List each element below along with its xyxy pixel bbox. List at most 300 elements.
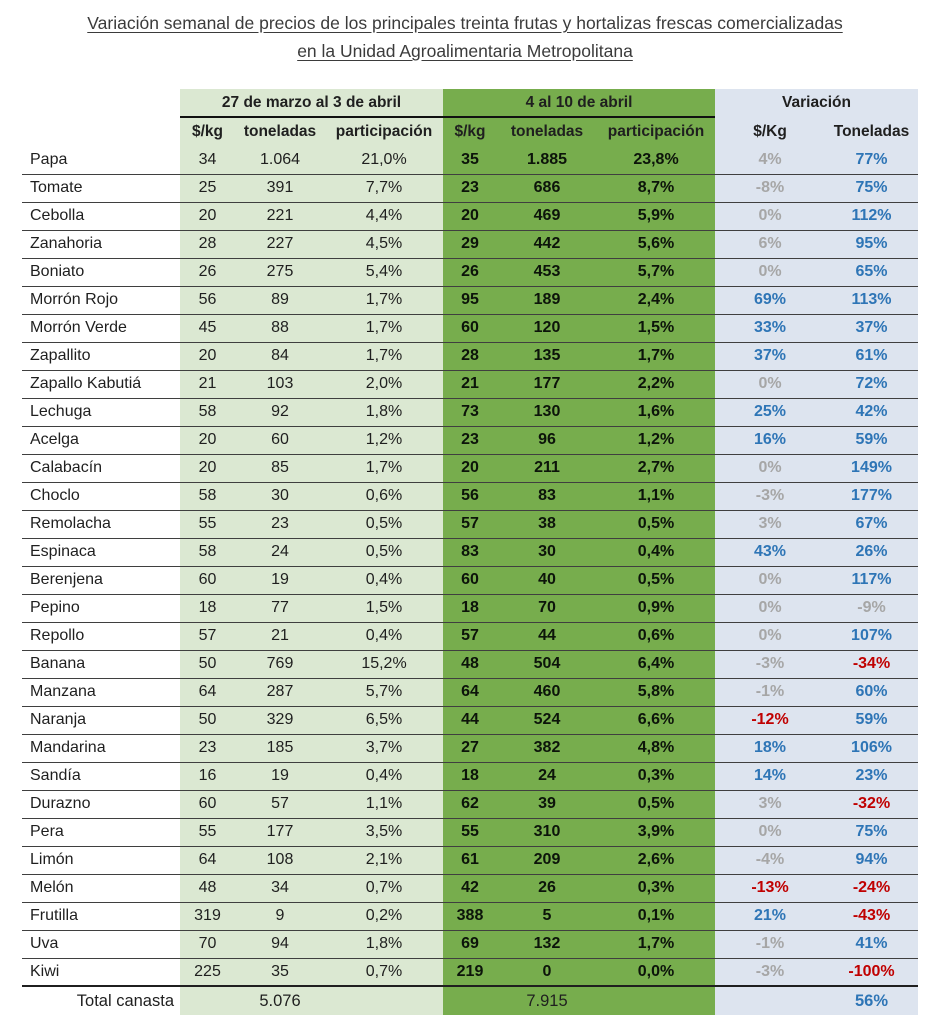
price-variation-table xyxy=(22,89,918,1015)
product-name: Uva xyxy=(22,930,180,958)
p1-price: 58 xyxy=(180,398,235,426)
p2-price: 18 xyxy=(443,594,497,622)
table-row xyxy=(22,706,918,734)
p1-tons: 177 xyxy=(235,818,325,846)
var-price: 33% xyxy=(715,314,825,342)
var-price: 18% xyxy=(715,734,825,762)
total-p2-price-empty xyxy=(443,986,497,1015)
p1-tons: 9 xyxy=(235,902,325,930)
var-tons: 177% xyxy=(825,482,918,510)
p2-price: 28 xyxy=(443,342,497,370)
p1-share: 0,4% xyxy=(325,622,443,650)
product-name: Kiwi xyxy=(22,958,180,986)
var-price: -13% xyxy=(715,874,825,902)
p1-price: 225 xyxy=(180,958,235,986)
p2-share: 0,6% xyxy=(597,622,715,650)
p2-price: 83 xyxy=(443,538,497,566)
p1-tons: 57 xyxy=(235,790,325,818)
p1-price: 26 xyxy=(180,258,235,286)
product-name: Acelga xyxy=(22,426,180,454)
p2-share: 5,6% xyxy=(597,230,715,258)
var-tons: 75% xyxy=(825,174,918,202)
p1-price: 34 xyxy=(180,146,235,174)
p1-price: 55 xyxy=(180,818,235,846)
p2-share: 8,7% xyxy=(597,174,715,202)
table-row xyxy=(22,790,918,818)
var-tons: -9% xyxy=(825,594,918,622)
total-p1-tons: 5.076 xyxy=(235,986,325,1015)
p1-price: 60 xyxy=(180,790,235,818)
var-price: -8% xyxy=(715,174,825,202)
p2-price: 20 xyxy=(443,202,497,230)
var-tons: 41% xyxy=(825,930,918,958)
p1-share: 21,0% xyxy=(325,146,443,174)
total-label: Total canasta xyxy=(22,986,180,1015)
p2-share: 23,8% xyxy=(597,146,715,174)
p1-price: 60 xyxy=(180,566,235,594)
var-price: -3% xyxy=(715,958,825,986)
table-row xyxy=(22,174,918,202)
p2-share: 0,5% xyxy=(597,566,715,594)
p1-share: 5,7% xyxy=(325,678,443,706)
var-tons: -43% xyxy=(825,902,918,930)
p1-price: 25 xyxy=(180,174,235,202)
p1-price: 50 xyxy=(180,706,235,734)
p2-price: 56 xyxy=(443,482,497,510)
var-tons: 23% xyxy=(825,762,918,790)
p2-share: 1,2% xyxy=(597,426,715,454)
product-name: Morrón Verde xyxy=(22,314,180,342)
product-name: Remolacha xyxy=(22,510,180,538)
p2-price: 26 xyxy=(443,258,497,286)
p1-tons: 92 xyxy=(235,398,325,426)
group-header-period2: 4 al 10 de abril xyxy=(443,89,715,117)
p1-tons: 77 xyxy=(235,594,325,622)
p1-tons: 85 xyxy=(235,454,325,482)
table-row xyxy=(22,398,918,426)
p2-price: 35 xyxy=(443,146,497,174)
p1-price: 55 xyxy=(180,510,235,538)
total-var-tons: 56% xyxy=(825,986,918,1015)
group-header-variation: Variación xyxy=(715,89,918,117)
p1-tons: 35 xyxy=(235,958,325,986)
p2-share: 0,4% xyxy=(597,538,715,566)
sub-header-row xyxy=(22,117,918,146)
p2-price: 42 xyxy=(443,874,497,902)
p2-price: 219 xyxy=(443,958,497,986)
var-price: 0% xyxy=(715,202,825,230)
p2-price: 57 xyxy=(443,510,497,538)
product-name: Zapallo Kabutiá xyxy=(22,370,180,398)
p1-share: 7,7% xyxy=(325,174,443,202)
var-tons: 77% xyxy=(825,146,918,174)
p2-share: 5,8% xyxy=(597,678,715,706)
p1-price: 64 xyxy=(180,678,235,706)
var-tons: 113% xyxy=(825,286,918,314)
p1-tons: 108 xyxy=(235,846,325,874)
var-tons: 106% xyxy=(825,734,918,762)
table-row xyxy=(22,482,918,510)
product-name: Mandarina xyxy=(22,734,180,762)
p2-price: 27 xyxy=(443,734,497,762)
p2-share: 0,1% xyxy=(597,902,715,930)
p1-tons: 329 xyxy=(235,706,325,734)
p1-price: 20 xyxy=(180,202,235,230)
p2-share: 6,4% xyxy=(597,650,715,678)
var-tons: 26% xyxy=(825,538,918,566)
p2-price: 23 xyxy=(443,426,497,454)
subheader-p1-tons: toneladas xyxy=(235,117,325,146)
table-row xyxy=(22,678,918,706)
p2-tons: 524 xyxy=(497,706,597,734)
p2-price: 62 xyxy=(443,790,497,818)
p1-share: 1,2% xyxy=(325,426,443,454)
p1-price: 28 xyxy=(180,230,235,258)
page-title-line1: Variación semanal de precios de los principales treinta frutas y hortalizas frescas comercializadas xyxy=(87,13,843,33)
p2-share: 1,5% xyxy=(597,314,715,342)
p2-tons: 189 xyxy=(497,286,597,314)
p2-tons: 469 xyxy=(497,202,597,230)
product-name: Choclo xyxy=(22,482,180,510)
p2-share: 2,6% xyxy=(597,846,715,874)
p1-tons: 103 xyxy=(235,370,325,398)
subheader-p1-share: participación xyxy=(325,117,443,146)
p2-price: 44 xyxy=(443,706,497,734)
p2-tons: 130 xyxy=(497,398,597,426)
var-tons: 112% xyxy=(825,202,918,230)
var-tons: -32% xyxy=(825,790,918,818)
table-row xyxy=(22,314,918,342)
p2-share: 0,0% xyxy=(597,958,715,986)
p1-price: 23 xyxy=(180,734,235,762)
p1-share: 1,7% xyxy=(325,286,443,314)
p1-tons: 221 xyxy=(235,202,325,230)
var-price: 0% xyxy=(715,818,825,846)
var-price: 3% xyxy=(715,510,825,538)
p1-tons: 19 xyxy=(235,762,325,790)
p1-price: 21 xyxy=(180,370,235,398)
var-tons: 59% xyxy=(825,706,918,734)
p2-price: 29 xyxy=(443,230,497,258)
table-row xyxy=(22,342,918,370)
p1-tons: 60 xyxy=(235,426,325,454)
p1-tons: 24 xyxy=(235,538,325,566)
page-title xyxy=(0,9,930,65)
p1-price: 58 xyxy=(180,538,235,566)
p2-tons: 135 xyxy=(497,342,597,370)
var-price: 4% xyxy=(715,146,825,174)
var-tons: 42% xyxy=(825,398,918,426)
var-tons: 37% xyxy=(825,314,918,342)
p1-share: 0,5% xyxy=(325,538,443,566)
table-row xyxy=(22,146,918,174)
table-row xyxy=(22,818,918,846)
var-price: 14% xyxy=(715,762,825,790)
p2-tons: 177 xyxy=(497,370,597,398)
var-price: -1% xyxy=(715,930,825,958)
p1-share: 2,1% xyxy=(325,846,443,874)
var-tons: -34% xyxy=(825,650,918,678)
product-name: Naranja xyxy=(22,706,180,734)
p2-share: 5,7% xyxy=(597,258,715,286)
var-tons: 95% xyxy=(825,230,918,258)
p2-tons: 39 xyxy=(497,790,597,818)
p1-price: 58 xyxy=(180,482,235,510)
p1-share: 1,7% xyxy=(325,454,443,482)
table-row xyxy=(22,930,918,958)
p1-tons: 34 xyxy=(235,874,325,902)
var-tons: -100% xyxy=(825,958,918,986)
product-name: Tomate xyxy=(22,174,180,202)
var-tons: 65% xyxy=(825,258,918,286)
p1-share: 3,5% xyxy=(325,818,443,846)
product-name: Lechuga xyxy=(22,398,180,426)
p1-tons: 19 xyxy=(235,566,325,594)
p1-share: 0,4% xyxy=(325,566,443,594)
var-tons: 117% xyxy=(825,566,918,594)
p2-share: 4,8% xyxy=(597,734,715,762)
p2-tons: 40 xyxy=(497,566,597,594)
table-row xyxy=(22,650,918,678)
table-row xyxy=(22,958,918,986)
p2-share: 0,5% xyxy=(597,790,715,818)
p2-tons: 211 xyxy=(497,454,597,482)
p1-tons: 275 xyxy=(235,258,325,286)
p2-price: 57 xyxy=(443,622,497,650)
p2-share: 3,9% xyxy=(597,818,715,846)
p1-tons: 89 xyxy=(235,286,325,314)
p1-price: 48 xyxy=(180,874,235,902)
p2-price: 23 xyxy=(443,174,497,202)
p1-share: 15,2% xyxy=(325,650,443,678)
corner-cell xyxy=(22,89,180,117)
corner-cell xyxy=(22,117,180,146)
p2-share: 5,9% xyxy=(597,202,715,230)
p2-tons: 382 xyxy=(497,734,597,762)
p1-price: 319 xyxy=(180,902,235,930)
var-price: 69% xyxy=(715,286,825,314)
var-price: -1% xyxy=(715,678,825,706)
table-row xyxy=(22,902,918,930)
table-row xyxy=(22,762,918,790)
var-tons: 94% xyxy=(825,846,918,874)
p1-share: 0,2% xyxy=(325,902,443,930)
product-name: Pepino xyxy=(22,594,180,622)
p1-share: 1,8% xyxy=(325,398,443,426)
p2-tons: 30 xyxy=(497,538,597,566)
var-tons: 60% xyxy=(825,678,918,706)
product-name: Boniato xyxy=(22,258,180,286)
table-row xyxy=(22,734,918,762)
table-row xyxy=(22,510,918,538)
p1-share: 1,7% xyxy=(325,314,443,342)
p1-share: 0,5% xyxy=(325,510,443,538)
p2-tons: 120 xyxy=(497,314,597,342)
group-header-row xyxy=(22,89,918,117)
p2-price: 48 xyxy=(443,650,497,678)
var-price: -3% xyxy=(715,482,825,510)
p2-price: 60 xyxy=(443,314,497,342)
total-p1-price-empty xyxy=(180,986,235,1015)
product-name: Manzana xyxy=(22,678,180,706)
p2-tons: 24 xyxy=(497,762,597,790)
p2-price: 95 xyxy=(443,286,497,314)
product-name: Durazno xyxy=(22,790,180,818)
table-row xyxy=(22,846,918,874)
var-price: 21% xyxy=(715,902,825,930)
p2-share: 1,7% xyxy=(597,930,715,958)
product-name: Limón xyxy=(22,846,180,874)
p1-share: 0,6% xyxy=(325,482,443,510)
product-name: Melón xyxy=(22,874,180,902)
p2-share: 0,3% xyxy=(597,762,715,790)
p1-price: 20 xyxy=(180,454,235,482)
p1-tons: 21 xyxy=(235,622,325,650)
p1-tons: 391 xyxy=(235,174,325,202)
product-name: Calabacín xyxy=(22,454,180,482)
p1-tons: 23 xyxy=(235,510,325,538)
p2-price: 61 xyxy=(443,846,497,874)
p1-tons: 84 xyxy=(235,342,325,370)
table-row xyxy=(22,426,918,454)
p1-tons: 227 xyxy=(235,230,325,258)
p1-share: 1,1% xyxy=(325,790,443,818)
p1-share: 1,8% xyxy=(325,930,443,958)
p1-share: 0,7% xyxy=(325,874,443,902)
product-name: Papa xyxy=(22,146,180,174)
subheader-p2-tons: toneladas xyxy=(497,117,597,146)
var-tons: 67% xyxy=(825,510,918,538)
product-name: Banana xyxy=(22,650,180,678)
p2-price: 18 xyxy=(443,762,497,790)
p1-share: 6,5% xyxy=(325,706,443,734)
var-price: 0% xyxy=(715,454,825,482)
p1-tons: 769 xyxy=(235,650,325,678)
var-price: 0% xyxy=(715,370,825,398)
table-row xyxy=(22,286,918,314)
var-price: 0% xyxy=(715,566,825,594)
table-row xyxy=(22,622,918,650)
table-row xyxy=(22,566,918,594)
p2-share: 1,1% xyxy=(597,482,715,510)
p2-tons: 26 xyxy=(497,874,597,902)
p2-share: 2,4% xyxy=(597,286,715,314)
p1-price: 56 xyxy=(180,286,235,314)
var-price: 25% xyxy=(715,398,825,426)
table-body xyxy=(22,146,918,986)
p2-tons: 504 xyxy=(497,650,597,678)
table-row xyxy=(22,538,918,566)
var-price: 6% xyxy=(715,230,825,258)
var-price: 43% xyxy=(715,538,825,566)
p1-price: 20 xyxy=(180,426,235,454)
total-p2-share-empty xyxy=(597,986,715,1015)
subheader-var-price: $/Kg xyxy=(715,117,825,146)
p1-tons: 287 xyxy=(235,678,325,706)
p1-share: 0,7% xyxy=(325,958,443,986)
table-row xyxy=(22,454,918,482)
p1-price: 70 xyxy=(180,930,235,958)
p2-tons: 132 xyxy=(497,930,597,958)
page-title-line2: en la Unidad Agroalimentaria Metropolitana xyxy=(297,41,633,61)
p2-share: 2,2% xyxy=(597,370,715,398)
p2-share: 0,3% xyxy=(597,874,715,902)
p2-tons: 460 xyxy=(497,678,597,706)
p2-tons: 310 xyxy=(497,818,597,846)
p2-tons: 686 xyxy=(497,174,597,202)
product-name: Morrón Rojo xyxy=(22,286,180,314)
group-header-period1: 27 de marzo al 3 de abril xyxy=(180,89,443,117)
p2-tons: 44 xyxy=(497,622,597,650)
p2-price: 388 xyxy=(443,902,497,930)
p2-price: 21 xyxy=(443,370,497,398)
total-row xyxy=(22,986,918,1015)
p1-share: 4,4% xyxy=(325,202,443,230)
total-p1-share-empty xyxy=(325,986,443,1015)
p1-share: 0,4% xyxy=(325,762,443,790)
p2-tons: 5 xyxy=(497,902,597,930)
p1-share: 1,5% xyxy=(325,594,443,622)
var-price: 3% xyxy=(715,790,825,818)
p1-tons: 185 xyxy=(235,734,325,762)
p1-share: 2,0% xyxy=(325,370,443,398)
var-price: 0% xyxy=(715,594,825,622)
p2-price: 64 xyxy=(443,678,497,706)
p2-tons: 96 xyxy=(497,426,597,454)
table-row xyxy=(22,594,918,622)
p2-share: 0,5% xyxy=(597,510,715,538)
total-p2-tons: 7.915 xyxy=(497,986,597,1015)
p1-price: 45 xyxy=(180,314,235,342)
p2-tons: 38 xyxy=(497,510,597,538)
p2-tons: 83 xyxy=(497,482,597,510)
p2-tons: 0 xyxy=(497,958,597,986)
p1-price: 20 xyxy=(180,342,235,370)
p1-share: 3,7% xyxy=(325,734,443,762)
var-price: 0% xyxy=(715,258,825,286)
p1-tons: 88 xyxy=(235,314,325,342)
p2-share: 6,6% xyxy=(597,706,715,734)
p1-share: 5,4% xyxy=(325,258,443,286)
table-row xyxy=(22,874,918,902)
p1-price: 50 xyxy=(180,650,235,678)
product-name: Repollo xyxy=(22,622,180,650)
p2-price: 60 xyxy=(443,566,497,594)
subheader-p2-share: participación xyxy=(597,117,715,146)
p2-tons: 209 xyxy=(497,846,597,874)
product-name: Berenjena xyxy=(22,566,180,594)
p2-share: 1,7% xyxy=(597,342,715,370)
total-var-price-empty xyxy=(715,986,825,1015)
table-row xyxy=(22,370,918,398)
var-price: -3% xyxy=(715,650,825,678)
p2-tons: 442 xyxy=(497,230,597,258)
var-price: 0% xyxy=(715,622,825,650)
subheader-p1-price: $/kg xyxy=(180,117,235,146)
var-price: 37% xyxy=(715,342,825,370)
subheader-p2-price: $/kg xyxy=(443,117,497,146)
var-tons: 59% xyxy=(825,426,918,454)
subheader-var-tons: Toneladas xyxy=(825,117,918,146)
var-tons: -24% xyxy=(825,874,918,902)
var-price: -12% xyxy=(715,706,825,734)
var-tons: 72% xyxy=(825,370,918,398)
p1-tons: 94 xyxy=(235,930,325,958)
p1-share: 4,5% xyxy=(325,230,443,258)
p2-price: 55 xyxy=(443,818,497,846)
p2-share: 1,6% xyxy=(597,398,715,426)
p2-price: 20 xyxy=(443,454,497,482)
